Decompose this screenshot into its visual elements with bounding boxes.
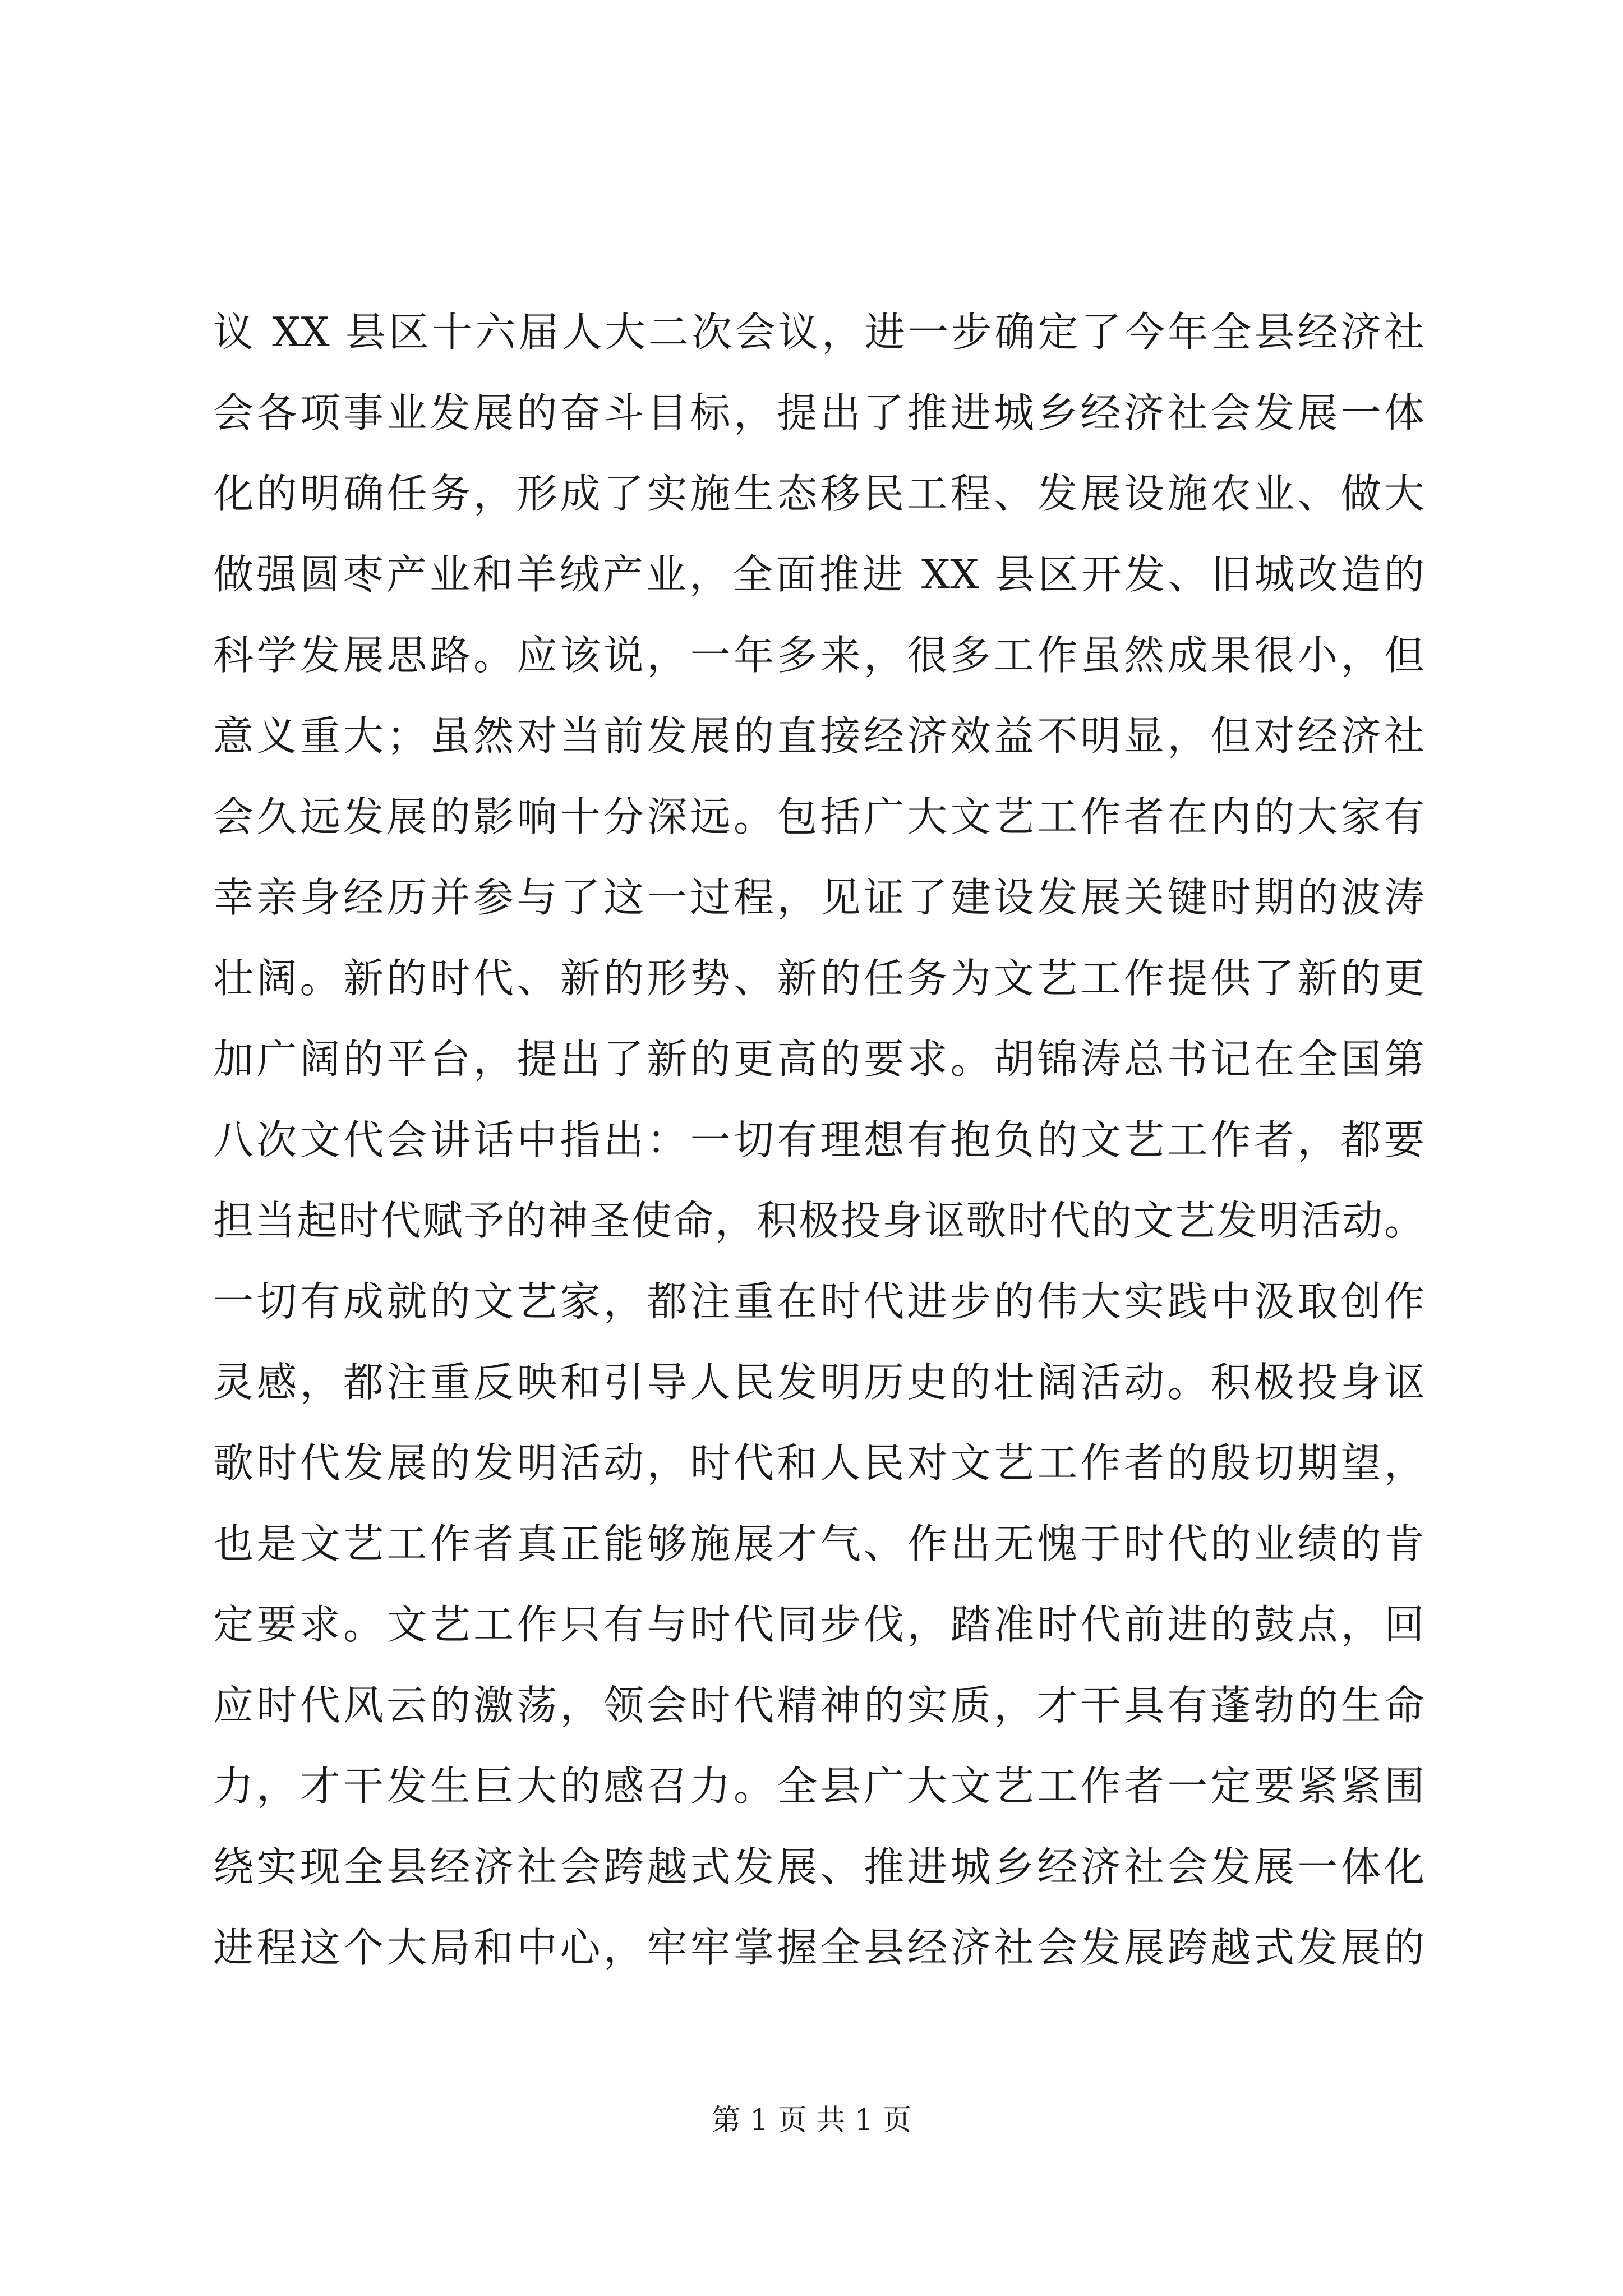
text-line: 会各项事业发展的奋斗目标，提出了推进城乡经济社会发展一体 [213,389,1424,436]
text-line: 会久远发展的影响十分深远。包括广大文艺工作者在内的大家有 [213,793,1424,840]
text-line: 也是文艺工作者真正能够施展才气、作出无愧于时代的业绩的肯 [213,1520,1424,1567]
body-text [213,292,1424,1988]
page-footer: 第 1 页 共 1 页 [711,2104,912,2137]
text-line: 灵感，都注重反映和引导人民发明历史的壮阔活动。积极投身讴 [213,1359,1424,1406]
text-line: 八次文代会讲话中指出：一切有理想有抱负的文艺工作者，都要 [213,1116,1424,1163]
text-line: 进程这个大局和中心，牢牢掌握全县经济社会发展跨越式发展的 [213,1924,1424,1971]
text-line: 加广阔的平台，提出了新的更高的要求。胡锦涛总书记在全国第 [213,1036,1424,1083]
text-line: 一切有成就的文艺家，都注重在时代进步的伟大实践中汲取创作 [213,1278,1424,1325]
text-line: 歌时代发展的发明活动，时代和人民对文艺工作者的殷切期望， [213,1439,1424,1487]
text-line: 议 XX 县区十六届人大二次会议，进一步确定了今年全县经济社 [213,309,1424,356]
text-line: 科学发展思路。应该说，一年多来，很多工作虽然成果很小，但 [213,632,1424,679]
text-line: 壮阔。新的时代、新的形势、新的任务为文艺工作提供了新的更 [213,955,1424,1002]
text-line: 做强圆枣产业和羊绒产业，全面推进 XX 县区开发、旧城改造的 [213,551,1424,598]
text-line: 意义重大；虽然对当前发展的直接经济效益不明显，但对经济社 [213,712,1424,760]
text-line: 定要求。文艺工作只有与时代同步伐，踏准时代前进的鼓点，回 [213,1601,1424,1648]
text-line: 绕实现全县经济社会跨越式发展、推进城乡经济社会发展一体化 [213,1843,1424,1890]
text-line: 担当起时代赋予的神圣使命，积极投身讴歌时代的文艺发明活动。 [213,1197,1424,1244]
text-line: 幸亲身经历并参与了这一过程，见证了建设发展关键时期的波涛 [213,874,1424,921]
text-line: 化的明确任务，形成了实施生态移民工程、发展设施农业、做大 [213,470,1424,517]
text-line: 应时代风云的激荡，领会时代精神的实质，才干具有蓬勃的生命 [213,1682,1424,1729]
text-line: 力，才干发生巨大的感召力。全县广大文艺工作者一定要紧紧围 [213,1763,1424,1810]
